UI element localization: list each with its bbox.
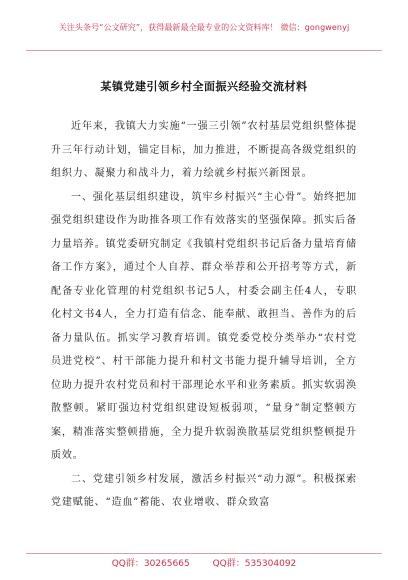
header-divider [26, 50, 382, 51]
footer-divider [26, 553, 382, 554]
paragraph-section-2: 二、党建引领乡村发展，激活乡村振兴“动力源”。积极探索党建赋能、“造血”蓄能、农业增收、群众致富 [51, 473, 357, 508]
qq-group-2: QQ群：535304092 [212, 559, 297, 569]
promo-banner-text: 关注头条号“公文研究”，获得最新最全最专业的公文资料库！ 微信：gongwenyj [58, 23, 350, 32]
paragraph-section-1: 一、强化基层组织建设，筑牢乡村振兴“主心骨”。始终把加强党组织建设作为助推各项工作有效落实的坚强保障。抓实后备力量培养。镇党委研究制定《我镇村党组织书记后备力量培育储备工作方案》，通过个人自荐、群众举荐和公开招考等方式，新配备专业化管理的村党组织书记5人，村委会副主任4人，专职化村文书4人，全力打造有信念、能奉献、敢担当、善作为的后备力量队伍。抓实学习教育培训。镇党委党校分类举办“农村党员进党校”、村干部能力提升和村文书能力提升辅导培训，全方位助力提升农村党员和村干部理论水平和业务素质。抓实软弱涣散整顿。紧盯强边村党组织建设短板弱项，“量身”制定整顿方案，精准落实整顿措施，全力提升软弱涣散基层党组织整顿提升质效。 [51, 191, 357, 461]
page-header [0, 0, 408, 54]
document-body [51, 115, 357, 515]
page-footer [0, 556, 408, 569]
paragraph-intro: 近年来，我镇大力实施“一强三引领”农村基层党组织整体提升三年行动计划，锚定目标，加力推进，不断提高各级党组织的组织力、凝聚力和战斗力，着力绘就乡村振兴新图景。 [51, 121, 357, 179]
document-title: 某镇党建引领乡村全面振兴经验交流材料 [100, 80, 308, 93]
qq-group-1: QQ群：30265665 [111, 559, 190, 569]
